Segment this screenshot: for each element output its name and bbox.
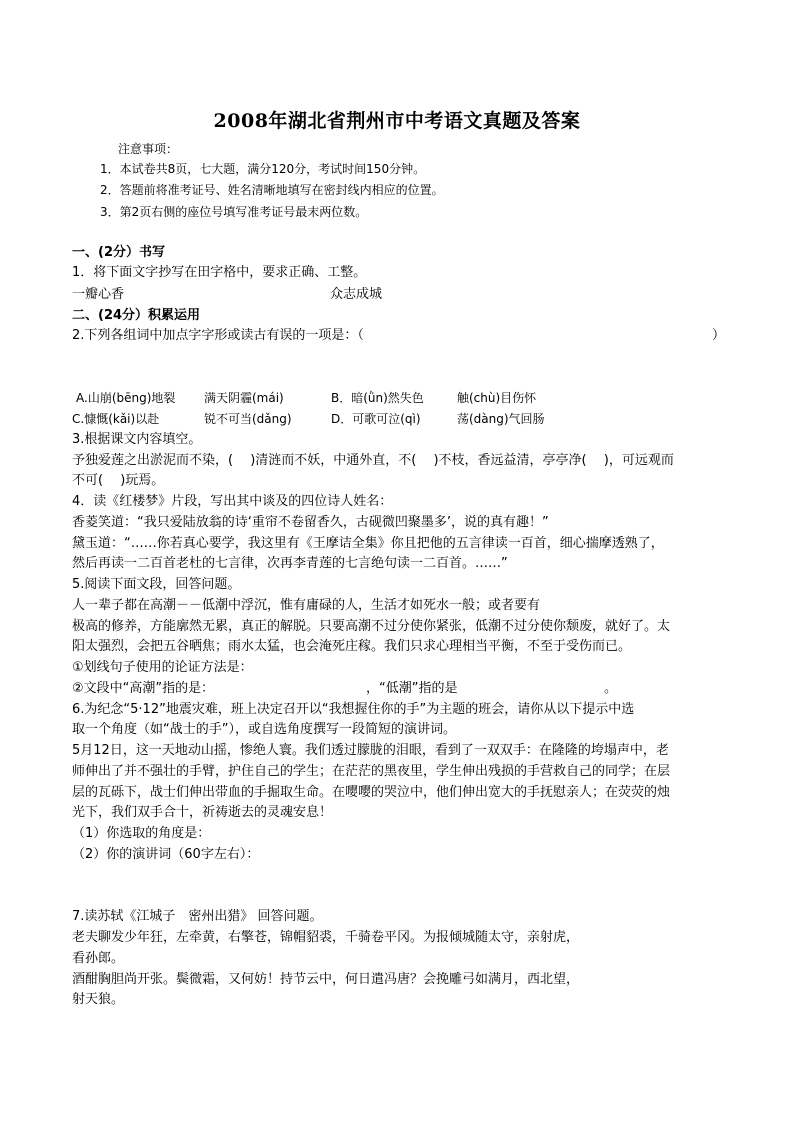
notice-item-2: 2．答题前将准考证号、姓名清晰地填写在密封线内相应的位置。 bbox=[100, 183, 444, 197]
passage-5-line-3: 阳太强烈，会把五谷晒焦；雨水太猛，也会淹死庄稼。我们只求心理相当平衡，不至于受伤而已。 bbox=[72, 639, 632, 654]
passage-6-line-4: 光下，我们双手合十，祈祷逝去的灵魂安息！ bbox=[72, 805, 333, 820]
option-a-word-2: 满天阴霾(mái) bbox=[204, 391, 284, 405]
question-3-line-2: 不可( )玩焉。 bbox=[72, 473, 165, 488]
passage-6-line-2: 师伸出了并不强壮的手臂，护住自己的学生；在茫茫的黑夜里，学生伸出残损的手营救自己的同学；在层 bbox=[72, 764, 671, 779]
answer-paren-close: ） bbox=[712, 328, 726, 343]
passage-5-line-1: 人一辈子都在高潮－－低潮中浮沉，惟有庸碌的人，生活才如死水一般；或者要有 bbox=[72, 598, 541, 613]
question-5-sub-1: ①划线句子使用的论证方法是： bbox=[72, 660, 253, 675]
question-5-stem: 5.阅读下面文段，回答问题。 bbox=[72, 577, 241, 592]
question-1: 1．将下面文字抄写在田字格中，要求正确、工整。 bbox=[72, 265, 367, 280]
question-6-answer-1: （1）你选取的角度是： bbox=[72, 826, 211, 841]
section-1-heading: 一、(2分）书写 bbox=[72, 245, 165, 260]
passage-6-line-1: 5月12日，这一天地动山摇，惨绝人寰。我们透过朦胧的泪眼，看到了一双双手：在隆隆的垮塌声中，老 bbox=[72, 743, 669, 758]
question-6-line-1: 6.为纪念“5·12”地震灾难，班上决定召开以“我想握住你的手”为主题的班会，请你从以下提示中选 bbox=[72, 702, 635, 717]
option-d-word-1: D．可歌可泣(qì) bbox=[331, 412, 421, 426]
question-3-stem: 3.根据课文内容填空。 bbox=[72, 432, 202, 447]
option-a-word-1: A.山崩(bēng)地裂 bbox=[76, 391, 176, 405]
question-7-stem: 7.读苏轼《江城子 密州出猎》 回答问题。 bbox=[72, 909, 323, 924]
notice-item-1: 1．本试卷共8页，七大题，满分120分，考试时间150分钟。 bbox=[100, 162, 426, 176]
option-c-word-1: C.慷慨(kǎi)以赴 bbox=[72, 412, 160, 426]
question-4-line-2: 黛玉道：“……你若真心要学，我这里有《王摩诘全集》你且把他的五言律读一百首，细心揣摩透熟了， bbox=[72, 536, 664, 551]
question-3-line-1: 予独爱莲之出淤泥而不染，( )清涟而不妖，中通外直，不( )不枝，香远益清，亭亭净( )，可远观而 bbox=[72, 453, 674, 468]
passage-5-line-2: 极高的修养，方能廓然无累，真正的解脱。只要高潮不过分使你紧张，低潮不过分使你颓废，就好了。太 bbox=[72, 619, 671, 634]
copy-word-2: 众志成城 bbox=[330, 287, 383, 302]
question-6-answer-2: （2）你的演讲词（60字左右）： bbox=[72, 847, 260, 862]
option-d-word-2: 荡(dàng)气回肠 bbox=[457, 412, 545, 426]
question-5-sub-2: ②文段中“高潮”指的是： bbox=[72, 681, 215, 696]
question-4-line-1: 香菱笑道：“我只爱陆放翁的诗‘重帘不卷留香久，古砚微凹聚墨多’，说的真有趣！” bbox=[72, 515, 549, 530]
question-4-line-3: 然后再读一二百首老杜的七言律，次再李青莲的七言绝句读一二百首。……” bbox=[72, 556, 508, 571]
option-b-word-2: 触(chù)目伤怀 bbox=[457, 391, 537, 405]
poem-line-4: 射天狼。 bbox=[72, 992, 125, 1007]
question-4-stem: 4．读《红楼梦》片段，写出其中谈及的四位诗人姓名： bbox=[72, 494, 393, 509]
notice-heading: 注意事项： bbox=[118, 142, 179, 156]
section-2-heading: 二、(24分）积累运用 bbox=[72, 308, 201, 323]
question-2-stem: 2.下列各组词中加点字字形或读古有误的一项是：（ bbox=[72, 328, 364, 343]
poem-line-2: 看孙郎。 bbox=[72, 951, 125, 966]
notice-item-3: 3．第2页右侧的座位号填写准考证号最末两位数。 bbox=[100, 205, 368, 219]
option-b-word-1: B．暗(ǜn)然失色 bbox=[331, 391, 424, 405]
question-6-line-2: 取一个角度（如“战士的手”），或自选角度撰写一段简短的演讲词。 bbox=[72, 722, 456, 737]
option-c-word-2: 锐不可当(dǎng) bbox=[204, 412, 292, 426]
question-5-sub-2-end: 。 bbox=[604, 681, 618, 696]
poem-line-1: 老夫聊发少年狂，左牵黄，右擎苍，锦帽貂裘，千骑卷平冈。为报倾城随太守，亲射虎， bbox=[72, 930, 580, 945]
question-5-sub-2-low: ，“低潮”指的是 bbox=[366, 681, 458, 696]
passage-6-line-3: 层的瓦砾下，战士们伸出带血的手掘取生命。在嘤嘤的哭泣中，他们伸出宽大的手抚慰亲人；在荧荧的烛 bbox=[72, 785, 671, 800]
poem-line-3: 酒酣胸胆尚开张。鬓微霜，又何妨！持节云中，何日遣冯唐？会挽雕弓如满月，西北望， bbox=[72, 972, 580, 987]
copy-word-1: 一瓣心香 bbox=[72, 287, 125, 302]
page-title: 2008年湖北省荆州市中考语文真题及答案 bbox=[213, 110, 581, 132]
